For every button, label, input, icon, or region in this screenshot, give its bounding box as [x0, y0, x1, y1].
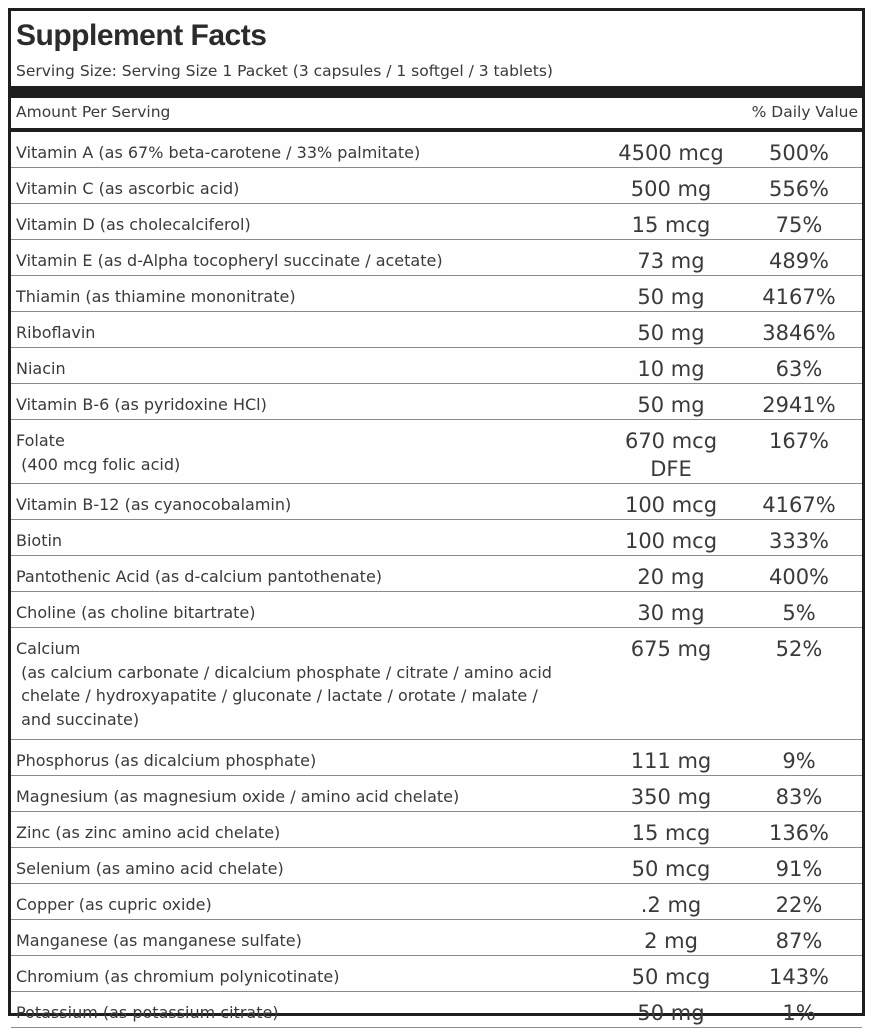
nutrient-daily-value: 87% — [775, 929, 823, 953]
nutrient-amount: 100 mcg — [624, 493, 718, 517]
nutrient-name: Vitamin C (as ascorbic acid) — [16, 179, 240, 198]
amount-per-serving-header: Amount Per Serving — [16, 103, 171, 121]
nutrient-row — [11, 628, 862, 740]
nutrient-amount: 50 mg — [637, 285, 705, 309]
nutrient-daily-value: 4167% — [762, 493, 836, 517]
nutrient-name: Vitamin E (as d-Alpha tocopheryl succinate / acetate) — [16, 251, 443, 270]
nutrient-amount: 111 mg — [630, 749, 712, 773]
nutrient-name: Vitamin B-6 (as pyridoxine HCl) — [16, 395, 267, 414]
nutrient-daily-value: 52% — [775, 637, 823, 661]
nutrient-daily-value: 9% — [782, 749, 816, 773]
nutrient-row — [11, 484, 862, 520]
nutrient-name: Choline (as choline bitartrate) — [16, 603, 256, 622]
nutrient-row — [11, 204, 862, 240]
nutrient-name: Chromium (as chromium polynicotinate) — [16, 967, 340, 986]
nutrient-amount: 675 mg — [630, 637, 712, 661]
nutrient-daily-value: 2941% — [762, 393, 836, 417]
nutrient-amount: 73 mg — [637, 249, 705, 273]
nutrient-amount: 50 mg — [637, 321, 705, 345]
nutrient-name: Calcium (as calcium carbonate / dicalcium phosphate / citrate / amino acid chelate / hydroxyapatite / gluconate / lactate / orotate / malate / and succinate) — [16, 639, 552, 729]
nutrient-amount: 500 mg — [630, 177, 712, 201]
nutrient-amount: 4500 mcg — [618, 141, 724, 165]
panel-title: Supplement Facts — [16, 19, 267, 52]
nutrient-daily-value: 83% — [775, 785, 823, 809]
serving-size: Serving Size: Serving Size 1 Packet (3 capsules / 1 softgel / 3 tablets) — [16, 62, 553, 80]
nutrient-row — [11, 520, 862, 556]
nutrient-amount: 15 mcg — [631, 213, 711, 237]
nutrient-daily-value: 500% — [768, 141, 830, 165]
nutrient-daily-value: 1% — [782, 1001, 816, 1025]
nutrient-daily-value: 5% — [782, 601, 816, 625]
nutrient-amount: 50 mcg — [631, 857, 711, 881]
nutrient-amount: 2 mg — [644, 929, 698, 953]
nutrient-name: Zinc (as zinc amino acid chelate) — [16, 823, 281, 842]
nutrient-amount: .2 mg — [640, 893, 702, 917]
nutrient-row — [11, 420, 862, 484]
nutrient-row — [11, 312, 862, 348]
nutrient-amount: 15 mcg — [631, 821, 711, 845]
nutrient-name: Pantothenic Acid (as d-calcium pantothenate) — [16, 567, 383, 586]
nutrient-name: Thiamin (as thiamine mononitrate) — [16, 287, 296, 306]
nutrient-daily-value: 3846% — [762, 321, 836, 345]
nutrient-name: Vitamin A (as 67% beta-carotene / 33% palmitate) — [16, 143, 421, 162]
nutrient-amount: 20 mg — [637, 565, 705, 589]
nutrient-daily-value: 167% — [768, 429, 830, 453]
nutrient-amount: 670 mcg DFE — [624, 429, 718, 481]
nutrient-row — [11, 992, 862, 1028]
nutrient-daily-value: 63% — [775, 357, 823, 381]
nutrient-name: Manganese (as manganese sulfate) — [16, 931, 302, 950]
nutrient-name: Riboflavin — [16, 323, 96, 342]
nutrient-name: Magnesium (as magnesium oxide / amino acid chelate) — [16, 787, 460, 806]
nutrient-row — [11, 776, 862, 812]
nutrient-row — [11, 592, 862, 628]
nutrient-row — [11, 920, 862, 956]
nutrient-daily-value: 489% — [768, 249, 830, 273]
nutrient-daily-value: 143% — [768, 965, 830, 989]
nutrient-daily-value: 556% — [768, 177, 830, 201]
nutrient-amount: 50 mcg — [631, 965, 711, 989]
supplement-facts-panel — [8, 8, 865, 1025]
nutrient-name: Potassium (as potassium citrate) — [16, 1003, 279, 1022]
nutrient-row — [11, 740, 862, 776]
nutrient-amount: 30 mg — [637, 601, 705, 625]
nutrient-amount: 50 mg — [637, 1001, 705, 1025]
nutrient-row — [11, 240, 862, 276]
nutrient-row — [11, 812, 862, 848]
nutrient-daily-value: 91% — [775, 857, 823, 881]
nutrient-row — [11, 168, 862, 204]
nutrient-daily-value: 136% — [768, 821, 830, 845]
nutrient-amount: 350 mg — [630, 785, 712, 809]
nutrient-daily-value: 400% — [768, 565, 830, 589]
nutrient-name: Niacin — [16, 359, 66, 378]
nutrient-row — [11, 884, 862, 920]
nutrient-row — [11, 556, 862, 592]
nutrient-daily-value: 22% — [775, 893, 823, 917]
nutrient-name: Selenium (as amino acid chelate) — [16, 859, 284, 878]
nutrient-row — [11, 384, 862, 420]
nutrient-daily-value: 4167% — [762, 285, 836, 309]
nutrient-row — [11, 276, 862, 312]
nutrient-daily-value: 75% — [775, 213, 823, 237]
nutrient-row — [11, 956, 862, 992]
nutrient-amount: 10 mg — [637, 357, 705, 381]
nutrient-amount: 50 mg — [637, 393, 705, 417]
nutrient-row — [11, 848, 862, 884]
thick-divider — [11, 86, 862, 98]
nutrient-name: Phosphorus (as dicalcium phosphate) — [16, 751, 317, 770]
daily-value-header: % Daily Value — [751, 103, 858, 121]
nutrient-row — [11, 132, 862, 168]
nutrient-name: Vitamin D (as cholecalciferol) — [16, 215, 251, 234]
nutrient-name: Biotin — [16, 531, 63, 550]
nutrient-name: Vitamin B-12 (as cyanocobalamin) — [16, 495, 292, 514]
nutrient-name: Copper (as cupric oxide) — [16, 895, 212, 914]
nutrient-name: Folate (400 mcg folic acid) — [16, 431, 181, 474]
nutrient-row — [11, 348, 862, 384]
nutrient-daily-value: 333% — [768, 529, 830, 553]
nutrient-amount: 100 mcg — [624, 529, 718, 553]
